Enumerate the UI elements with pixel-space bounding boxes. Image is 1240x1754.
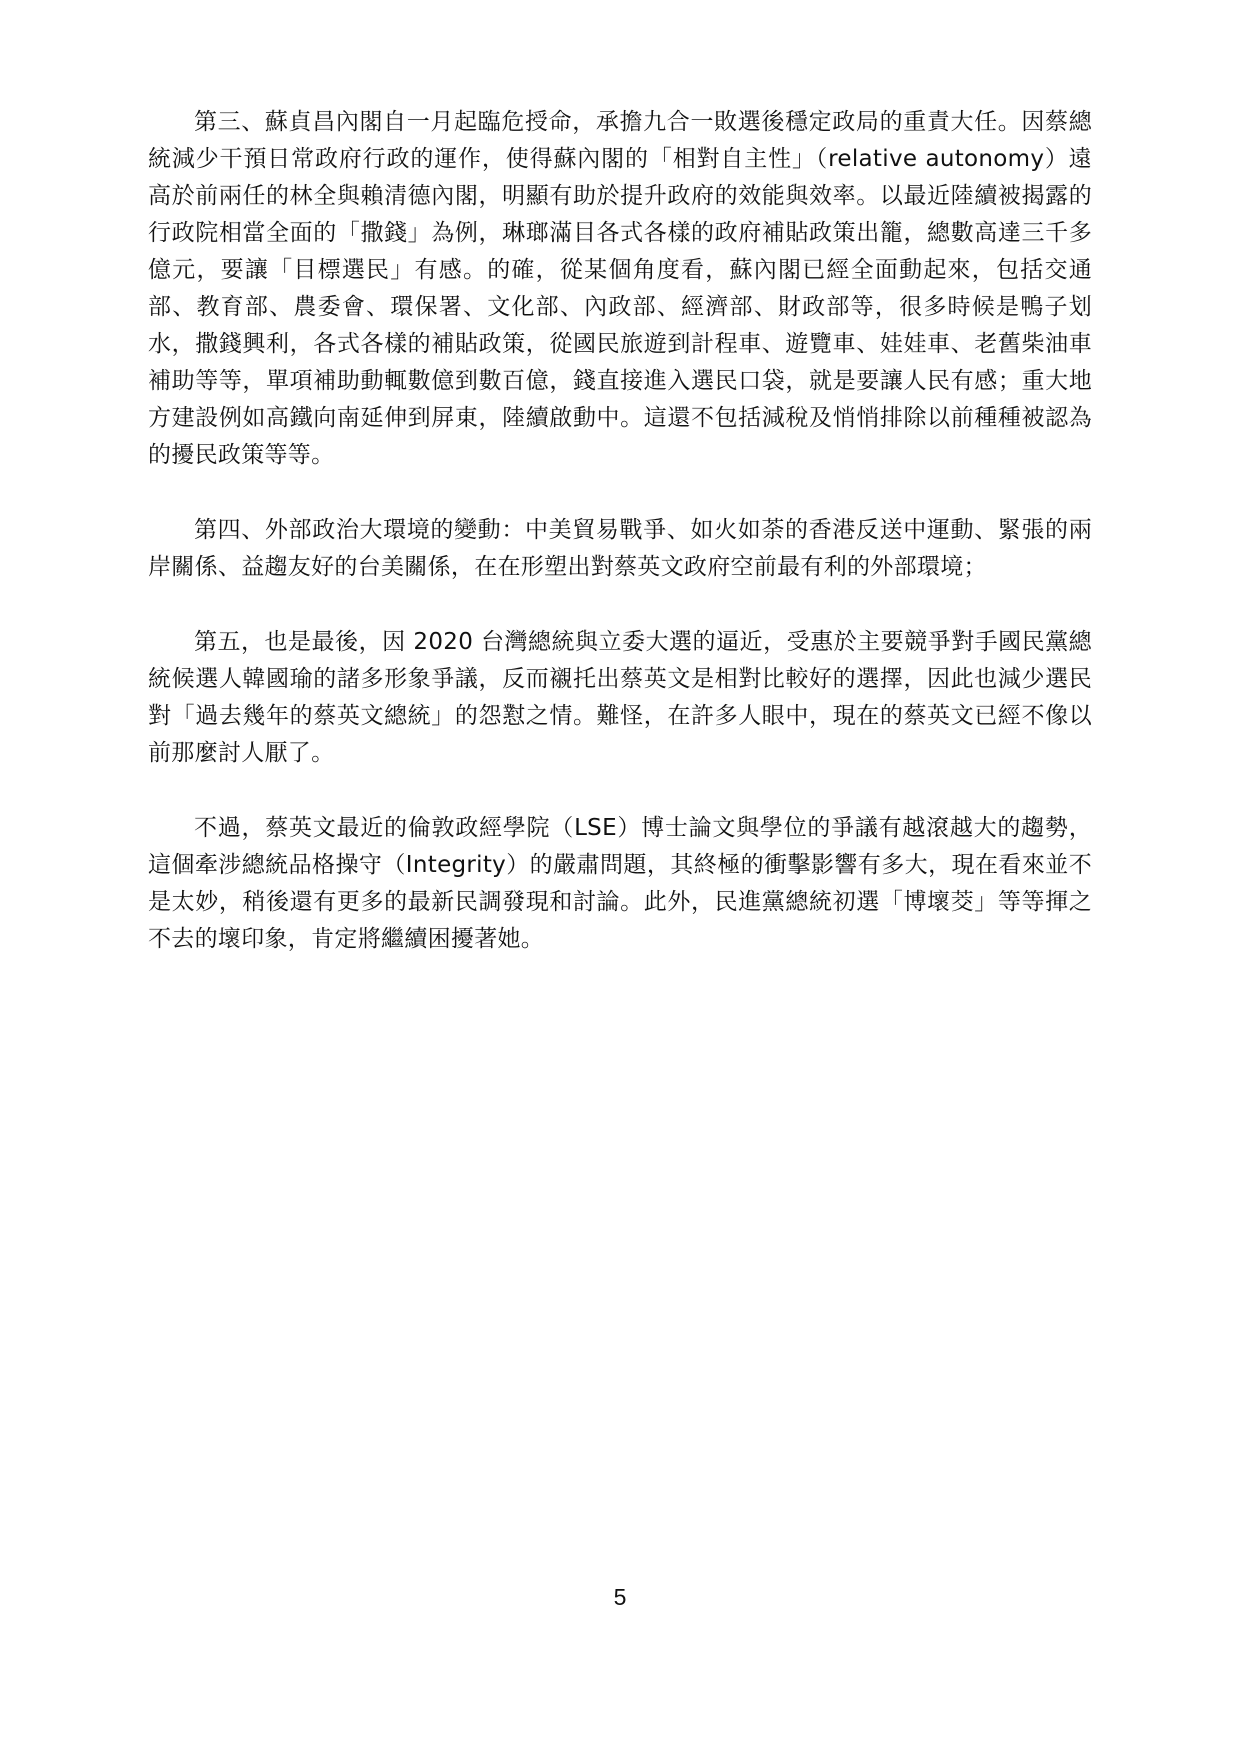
document-body xyxy=(148,104,1092,996)
paragraph-fifth-point: 第五，也是最後，因 2020 台灣總統與立委大選的逼近，受惠於主要競爭對手國民黨總統候選人韓國瑜的諸多形象爭議，反而襯托出蔡英文是相對比較好的選擇，因此也減少選民對「過去幾年的蔡英文總統」的怨懟之情。難怪，在許多人眼中，現在的蔡英文已經不像以前那麼討人厭了。 xyxy=(148,629,1092,766)
paragraph-third-point: 第三、蘇貞昌內閣自一月起臨危授命，承擔九合一敗選後穩定政局的重責大任。因蔡總統減少干預日常政府行政的運作，使得蘇內閣的「相對自主性」（relative autonomy）遠高於前兩任的林全與賴清德內閣，明顯有助於提升政府的效能與效率。以最近陸續被揭露的行政院相當全面的「撒錢」為例，琳瑯滿目各式各樣的政府補貼政策出籠，總數高達三千多億元，要讓「目標選民」有感。的確，從某個角度看，蘇內閣已經全面動起來，包括交通部、教育部、農委會、環保署、文化部、內政部、經濟部、財政部等，很多時候是鴨子划水，撒錢興利，各式各樣的補貼政策，從國民旅遊到計程車、遊覽車、娃娃車、老舊柴油車補助等等，單項補助動輒數億到數百億，錢直接進入選民口袋，就是要讓人民有感；重大地方建設例如高鐵向南延伸到屏東，陸續啟動中。這還不包括減稅及悄悄排除以前種種被認為的擾民政策等等。 xyxy=(148,109,1092,468)
paragraph-lse-controversy: 不過，蔡英文最近的倫敦政經學院（LSE）博士論文與學位的爭議有越滾越大的趨勢，這個牽涉總統品格操守（Integrity）的嚴肅問題，其終極的衝擊影響有多大，現在看來並不是太妙，稍後還有更多的最新民調發現和討論。此外，民進黨總統初選「博壞茭」等等揮之不去的壞印象，肯定將繼續困擾著她。 xyxy=(148,815,1092,952)
page-number: 5 xyxy=(613,1584,627,1610)
paragraph-fourth-point: 第四、外部政治大環境的變動：中美貿易戰爭、如火如荼的香港反送中運動、緊張的兩岸關係、益趨友好的台美關係，在在形塑出對蔡英文政府空前最有利的外部環境； xyxy=(148,517,1092,580)
